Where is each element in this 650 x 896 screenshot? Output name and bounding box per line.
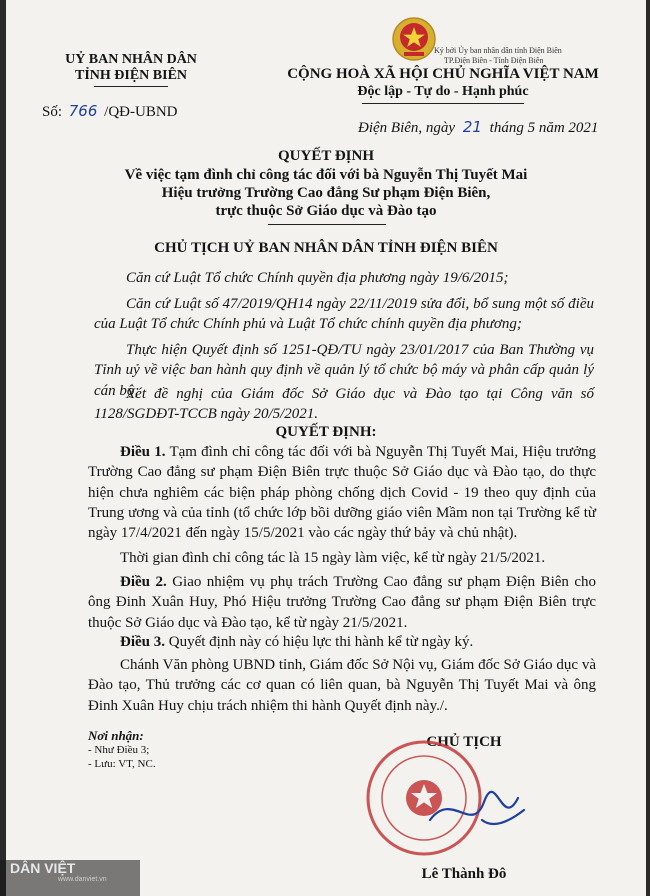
title-underline [268,224,386,225]
decision-heading: QUYẾT ĐỊNH: [275,424,377,440]
basis-1 [94,268,594,288]
national-emblem-icon [391,16,437,62]
document-page [6,0,646,896]
basis-3-text: Thực hiện Quyết định số 1251-QĐ/TU ngày 23/01/2017 của Ban Thường vụ Tỉnh uỷ về việc ban hành quy định về quản lý tổ chức bộ máy và phân cấp quản lý cán bộ; [94,342,594,399]
recipients-heading: Nơi nhận: [88,728,144,743]
doc-number [42,102,178,121]
article-1-label: Điều 1. [120,444,166,460]
header-underline-left [94,86,168,87]
motto: Độc lập - Tự do - Hạnh phúc [357,84,529,99]
article-3-extra [88,655,596,716]
issue-date-suffix: tháng 5 năm 2021 [489,120,599,136]
issue-date [358,118,598,137]
handwritten-signature-icon [422,780,532,840]
signer-name: Lê Thành Đô [421,866,507,882]
article-3-extra-text: Chánh Văn phòng UBND tỉnh, Giám đốc Sở Nội vụ, Giám đốc Sở Giáo dục và Đào tạo, Thủ trưởng các cơ quan có liên quan, bà Nguyễn Thị Tuyết Mai và ông Đinh Xuân Huy chịu trách nhiệm thi hành Quyết định này./. [88,657,596,714]
article-1-text: Tạm đình chỉ công tác đối với bà Nguyễn Thị Tuyết Mai, Hiệu trưởng Trường Cao đẳng sư phạm Điện Biên trực thuộc Sở Giáo dục và Đào tạo, do thực hiện chưa nghiêm các biện pháp phòng chống dịch Covid - 19 theo quy định của Trung ương và của tỉnh (tổ chức lớp bồi dưỡng giáo viên Mầm non tại Trường kể từ ngày 17/4/2021 đến ngày 15/5/2021 vào các ngày thứ bảy và chủ nhật). [88,444,596,542]
doc-number-handwritten: 766 [68,102,98,120]
watermark-site: www.danviet.vn [58,876,107,883]
basis-2 [94,294,594,335]
signer-role: CHỦ TỊCH [426,734,502,750]
recipient-1: - Như Điều 3; [88,744,150,756]
article-1 [88,442,596,543]
decision-subject-1: Về việc tạm đình chỉ công tác đối với bà Nguyễn Thị Tuyết Mai [124,167,528,183]
issuing-authority: CHỦ TỊCH UỶ BAN NHÂN DÂN TỈNH ĐIỆN BIÊN [154,240,498,256]
article-2-label: Điều 2. [120,574,167,590]
doc-number-label: Số: [42,104,63,120]
province-name: TỈNH ĐIỆN BIÊN [74,68,188,83]
issue-date-day: 21 [462,118,482,136]
doc-number-suffix: /QĐ-UBND [104,104,178,120]
article-3-text: Quyết định này có hiệu lực thi hành kể từ ngày ký. [168,634,474,650]
article-1-extra [88,548,596,568]
agency-name: UỶ BAN NHÂN DÂN [65,52,197,67]
article-3 [88,632,596,652]
header-underline-right [362,103,524,104]
article-2 [88,572,596,633]
signed-note-2: TP.Điện Biên - Tỉnh Điện Biên [444,56,544,65]
basis-1-text: Căn cứ Luật Tổ chức Chính quyền địa phương ngày 19/6/2015; [126,270,509,286]
basis-4 [94,384,594,425]
recipient-2: - Lưu: VT, NC. [88,758,156,770]
decision-subject-3: trực thuộc Sở Giáo dục và Đào tạo [215,203,437,219]
signed-note-1: Ký bởi Ủy ban nhân dân tỉnh Điện Biên [434,46,562,55]
article-1-extra-text: Thời gian đình chỉ công tác là 15 ngày làm việc, kể từ ngày 21/5/2021. [120,550,546,566]
decision-subject-2: Hiệu trưởng Trường Cao đẳng Sư phạm Điện Biên, [161,185,491,201]
basis-4-text: Xét đề nghị của Giám đốc Sở Giáo dục và Đào tạo tại Công văn số 1128/SGDĐT-TCCB ngày 20/5/2021. [94,386,594,423]
basis-2-text: Căn cứ Luật số 47/2019/QH14 ngày 22/11/2019 sửa đổi, bổ sung một số điều của Luật Tổ chức Chính phủ và Luật Tổ chức chính quyền địa phương; [94,296,594,333]
watermark-brand: DÂN VIỆT [10,860,76,876]
issue-date-prefix: Điện Biên, ngày [358,120,456,136]
article-3-label: Điều 3. [120,634,165,650]
country-name: CỘNG HOÀ XÃ HỘI CHỦ NGHĨA VIỆT NAM [287,66,599,82]
decision-title: QUYẾT ĐỊNH [278,148,374,164]
article-2-text: Giao nhiệm vụ phụ trách Trường Cao đẳng sư phạm Điện Biên cho ông Đinh Xuân Huy, Phó Hiệu trưởng Trường Cao đẳng sư phạm Điện Biên trực thuộc Sở Giáo dục và Đào tạo, kể từ ngày 21/5/2021. [88,574,597,631]
